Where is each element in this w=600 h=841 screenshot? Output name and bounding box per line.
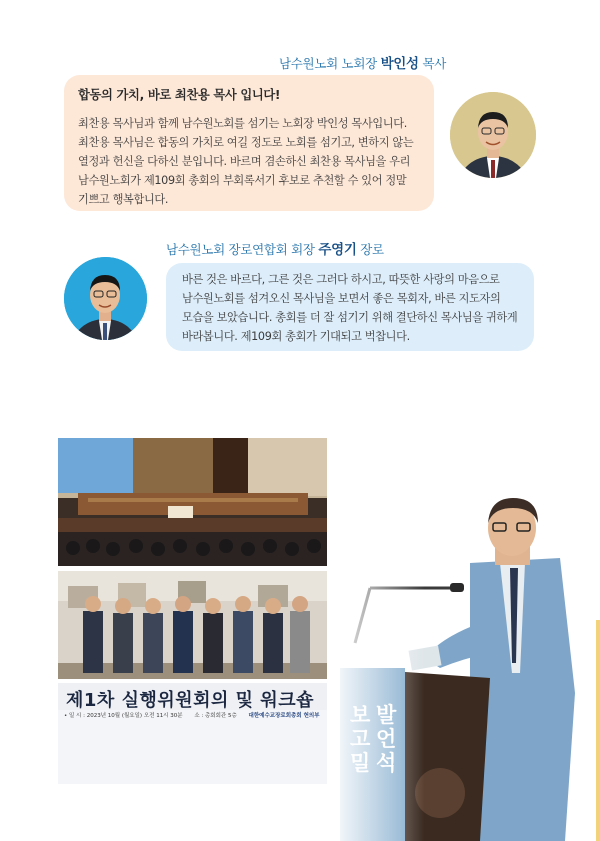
podium-sign-text <box>350 703 372 775</box>
bubble-line: 최찬용 목사님과 함께 남수원노회를 섬기는 노회장 박인성 목사입니다. <box>78 117 407 130</box>
speaker-line-2 <box>166 238 384 258</box>
podium-speaker-photo <box>330 493 600 841</box>
bubble-line: 최찬용 목사님은 합동의 가치로 여길 정도로 노회를 섬기고, 변하지 않는 <box>78 136 414 149</box>
portrait-speaker-1 <box>450 92 536 178</box>
meeting-banner <box>58 683 327 710</box>
bubble-line: 바른 것은 바르다, 그른 것은 그러다 하시고, 따뜻한 사랑의 마음으로 <box>182 273 500 286</box>
speaker-name: 주영기 <box>318 242 357 258</box>
speaker-prefix: 남수원노회 노회장 <box>279 56 377 71</box>
meeting-organizer: 대한예수교장로회총회 헌의부 <box>248 713 320 719</box>
podium-char: 발 <box>376 702 397 727</box>
bubble-line: 기쁘고 행복합니다. <box>78 193 169 206</box>
group-photo <box>58 571 327 679</box>
speaker-title: 장로 <box>360 242 384 257</box>
speech-bubble-1 <box>64 75 434 211</box>
bubble-line: 열정과 헌신을 다하신 분입니다. 바르며 겸손하신 최찬용 목사님을 우리 <box>78 155 411 168</box>
committee-meeting-photo <box>58 683 327 784</box>
bubble-line: 바라봅니다. 제109회 총회가 기대되고 벅찹니다. <box>182 330 410 343</box>
podium-char: 언 <box>376 726 397 751</box>
podium-char: 밀 <box>350 750 371 775</box>
meeting-venue: 소 : 총회회관 5층 <box>194 713 237 719</box>
meeting-banner-title: 제1차 실행위원회의 및 워크숍 <box>66 690 314 711</box>
assembly-hall-photo <box>58 438 327 566</box>
speaker-title: 목사 <box>422 56 447 71</box>
podium-char: 보 <box>350 702 371 727</box>
speaker-name: 박인성 <box>380 56 419 72</box>
portrait-speaker-2 <box>64 257 147 340</box>
speaker-line-1 <box>279 52 446 72</box>
speaker-prefix: 남수원노회 장로연합회 회장 <box>166 242 315 257</box>
podium-char: 고 <box>350 726 371 751</box>
podium-sign-text <box>376 703 398 775</box>
bubble-line: 남수원노회가 제109회 총회의 부회록서기 후보로 추천할 수 있어 정말 <box>78 174 407 187</box>
podium-char: 석 <box>376 750 397 775</box>
bubble-headline: 합동의 가치, 바로 최찬용 목사 입니다! <box>78 88 281 102</box>
meeting-date: • 일 시 : 2023년 10월 (월요일) 오전 11시 30분 <box>64 713 183 719</box>
speech-bubble-2 <box>166 263 534 351</box>
bubble-line: 모습을 보았습니다. 총회를 더 잘 섬기기 위해 결단하신 목사님을 귀하게 <box>182 311 518 324</box>
bubble-line: 남수원노회를 섬겨오신 목사님을 보면서 좋은 목회자, 바른 지도자의 <box>182 292 501 305</box>
meeting-banner-details <box>64 711 327 723</box>
